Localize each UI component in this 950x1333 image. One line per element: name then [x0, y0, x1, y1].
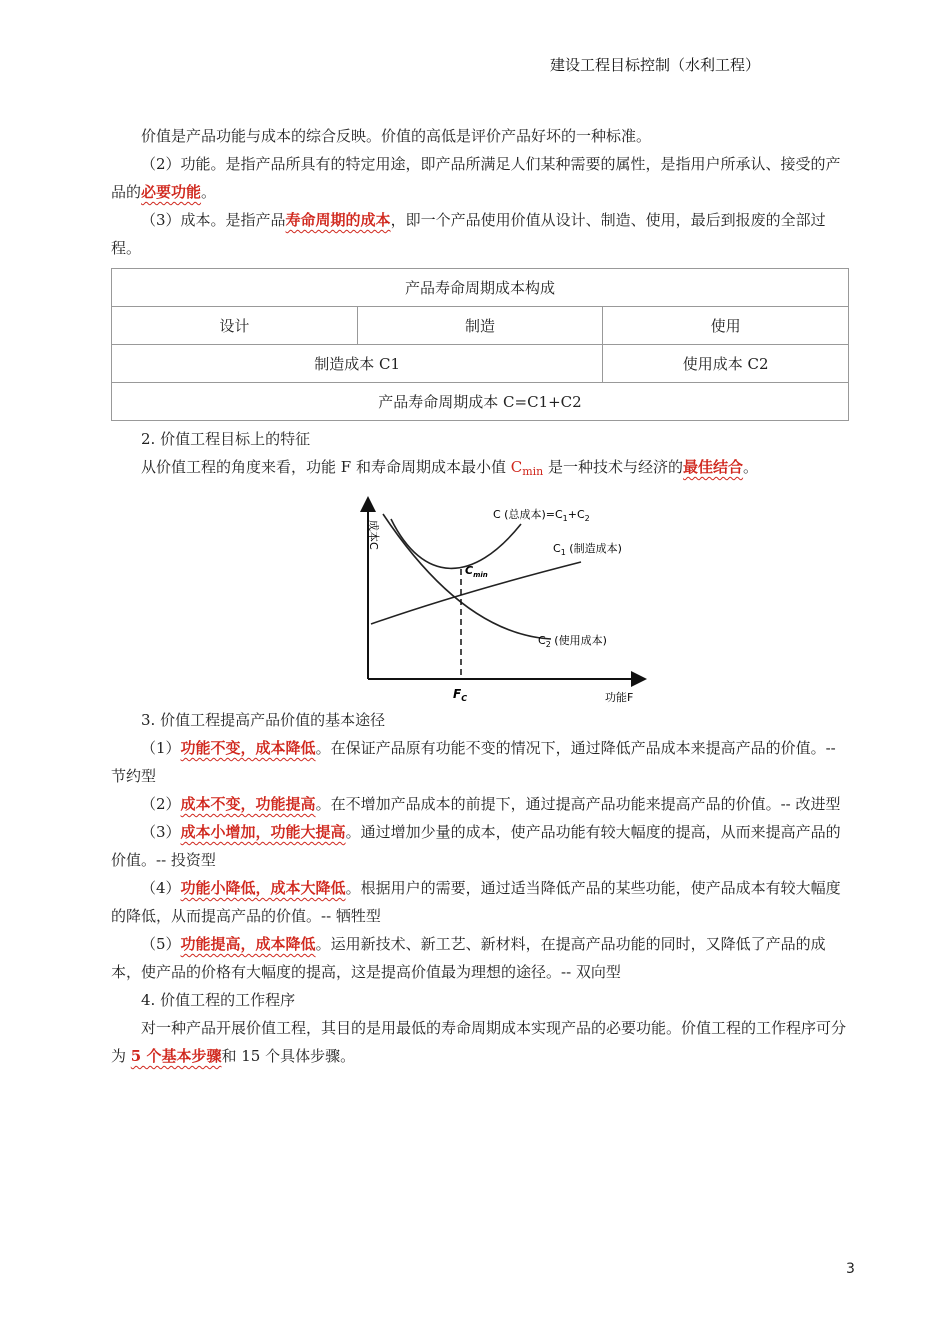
x-axis-label: 功能F — [605, 691, 634, 704]
table-cell-c2: 使用成本 C2 — [603, 345, 849, 383]
highlight-five-steps: 5 个基本步骤 — [130, 1047, 222, 1065]
lifecycle-cost-table — [111, 268, 849, 421]
section4-heading: 4. 价值工程的工作程序 — [141, 991, 296, 1009]
document-body — [111, 122, 849, 1070]
page-header: 建设工程目标控制（水利工程） — [549, 56, 760, 74]
total-cost-label: C (总成本)$=C_1+C_2$ — [493, 508, 590, 523]
way-item: （1）功能不变，成本降低。在保证产品原有功能不变的情况下，通过降低产品成本来提高产品的价值。-- 节约型 — [111, 739, 836, 785]
highlight-lifecycle-cost: 寿命周期的成本 — [285, 211, 391, 229]
table-cell-manufacture: 制造 — [357, 307, 603, 345]
highlight-way-1: 功能不变，成本降低 — [180, 739, 316, 757]
section2-heading: 2. 价值工程目标上的特征 — [141, 430, 311, 448]
way-item: （5）功能提高，成本降低。运用新技术、新工艺、新材料，在提高产品功能的同时，又降低了产品的成本，使产品的价格有大幅度的提高，这是提高价值最为理想的途径。-- 双向型 — [111, 935, 826, 981]
table-cell-design: 设计 — [112, 307, 358, 345]
table-cell-use: 使用 — [603, 307, 849, 345]
c1-label: $C_1$ (制造成本) — [553, 542, 622, 557]
cost-function-diagram — [343, 494, 653, 704]
cmin-symbol: $C_{min}$ — [510, 458, 544, 478]
highlight-way-5: 功能提高，成本降低 — [180, 935, 316, 953]
section2-text: 从价值工程的角度来看，功能 F 和寿命周期成本最小值 $C_{min}$ 是一种技术与经济的最佳结合。 — [141, 458, 759, 478]
table-title: 产品寿命周期成本构成 — [112, 269, 849, 307]
c2-label: $C_2$ (使用成本) — [538, 634, 607, 649]
highlight-best-combination: 最佳结合 — [683, 458, 744, 476]
way-item: （2）成本不变，功能提高。在不增加产品成本的前提下，通过提高产品功能来提高产品的价值。-- 改进型 — [141, 795, 841, 813]
cmin-label: $C_{min}$ — [465, 564, 488, 579]
table-cell-c1: 制造成本 C1 — [112, 345, 603, 383]
highlight-way-2: 成本不变，功能提高 — [180, 795, 316, 813]
cost-function-figure — [111, 486, 849, 706]
section4-text: 对一种产品开展价值工程，其目的是用最低的寿命周期成本实现产品的必要功能。价值工程的工作程序可分为 5 个基本步骤和 15 个具体步骤。 — [111, 1019, 847, 1065]
fc-label: $F_C$ — [453, 687, 468, 703]
paragraph-function: （2）功能。是指产品所具有的特定用途，即产品所满足人们某种需要的属性，是指用户所承认、接受的产品的必要功能。 — [111, 155, 841, 201]
highlight-way-4: 功能小降低，成本大降低 — [180, 879, 346, 897]
way-item: （3）成本小增加，功能大提高。通过增加少量的成本，使产品功能有较大幅度的提高，从而来提高产品的价值。-- 投资型 — [111, 823, 841, 869]
highlight-way-3: 成本小增加，功能大提高 — [180, 823, 346, 841]
curve-total-cost — [391, 519, 521, 568]
section3-heading: 3. 价值工程提高产品价值的基本途径 — [141, 711, 386, 729]
page-number: 3 — [846, 1261, 855, 1277]
highlight-necessary-function: 必要功能 — [141, 183, 202, 201]
paragraph-value-definition: 价值是产品功能与成本的综合反映。价值的高低是评价产品好坏的一种标准。 — [141, 127, 652, 145]
way-item: （4）功能小降低，成本大降低。根据用户的需要，通过适当降低产品的某些功能，使产品成本有较大幅度的降低，从而提高产品的价值。-- 牺牲型 — [111, 879, 841, 925]
y-axis-label: 成本C — [367, 520, 380, 550]
table-cell-total: 产品寿命周期成本 C=C1+C2 — [112, 383, 849, 421]
paragraph-cost: （3）成本。是指产品寿命周期的成本，即一个产品使用价值从设计、制造、使用，最后到报废的全部过程。 — [111, 211, 826, 257]
